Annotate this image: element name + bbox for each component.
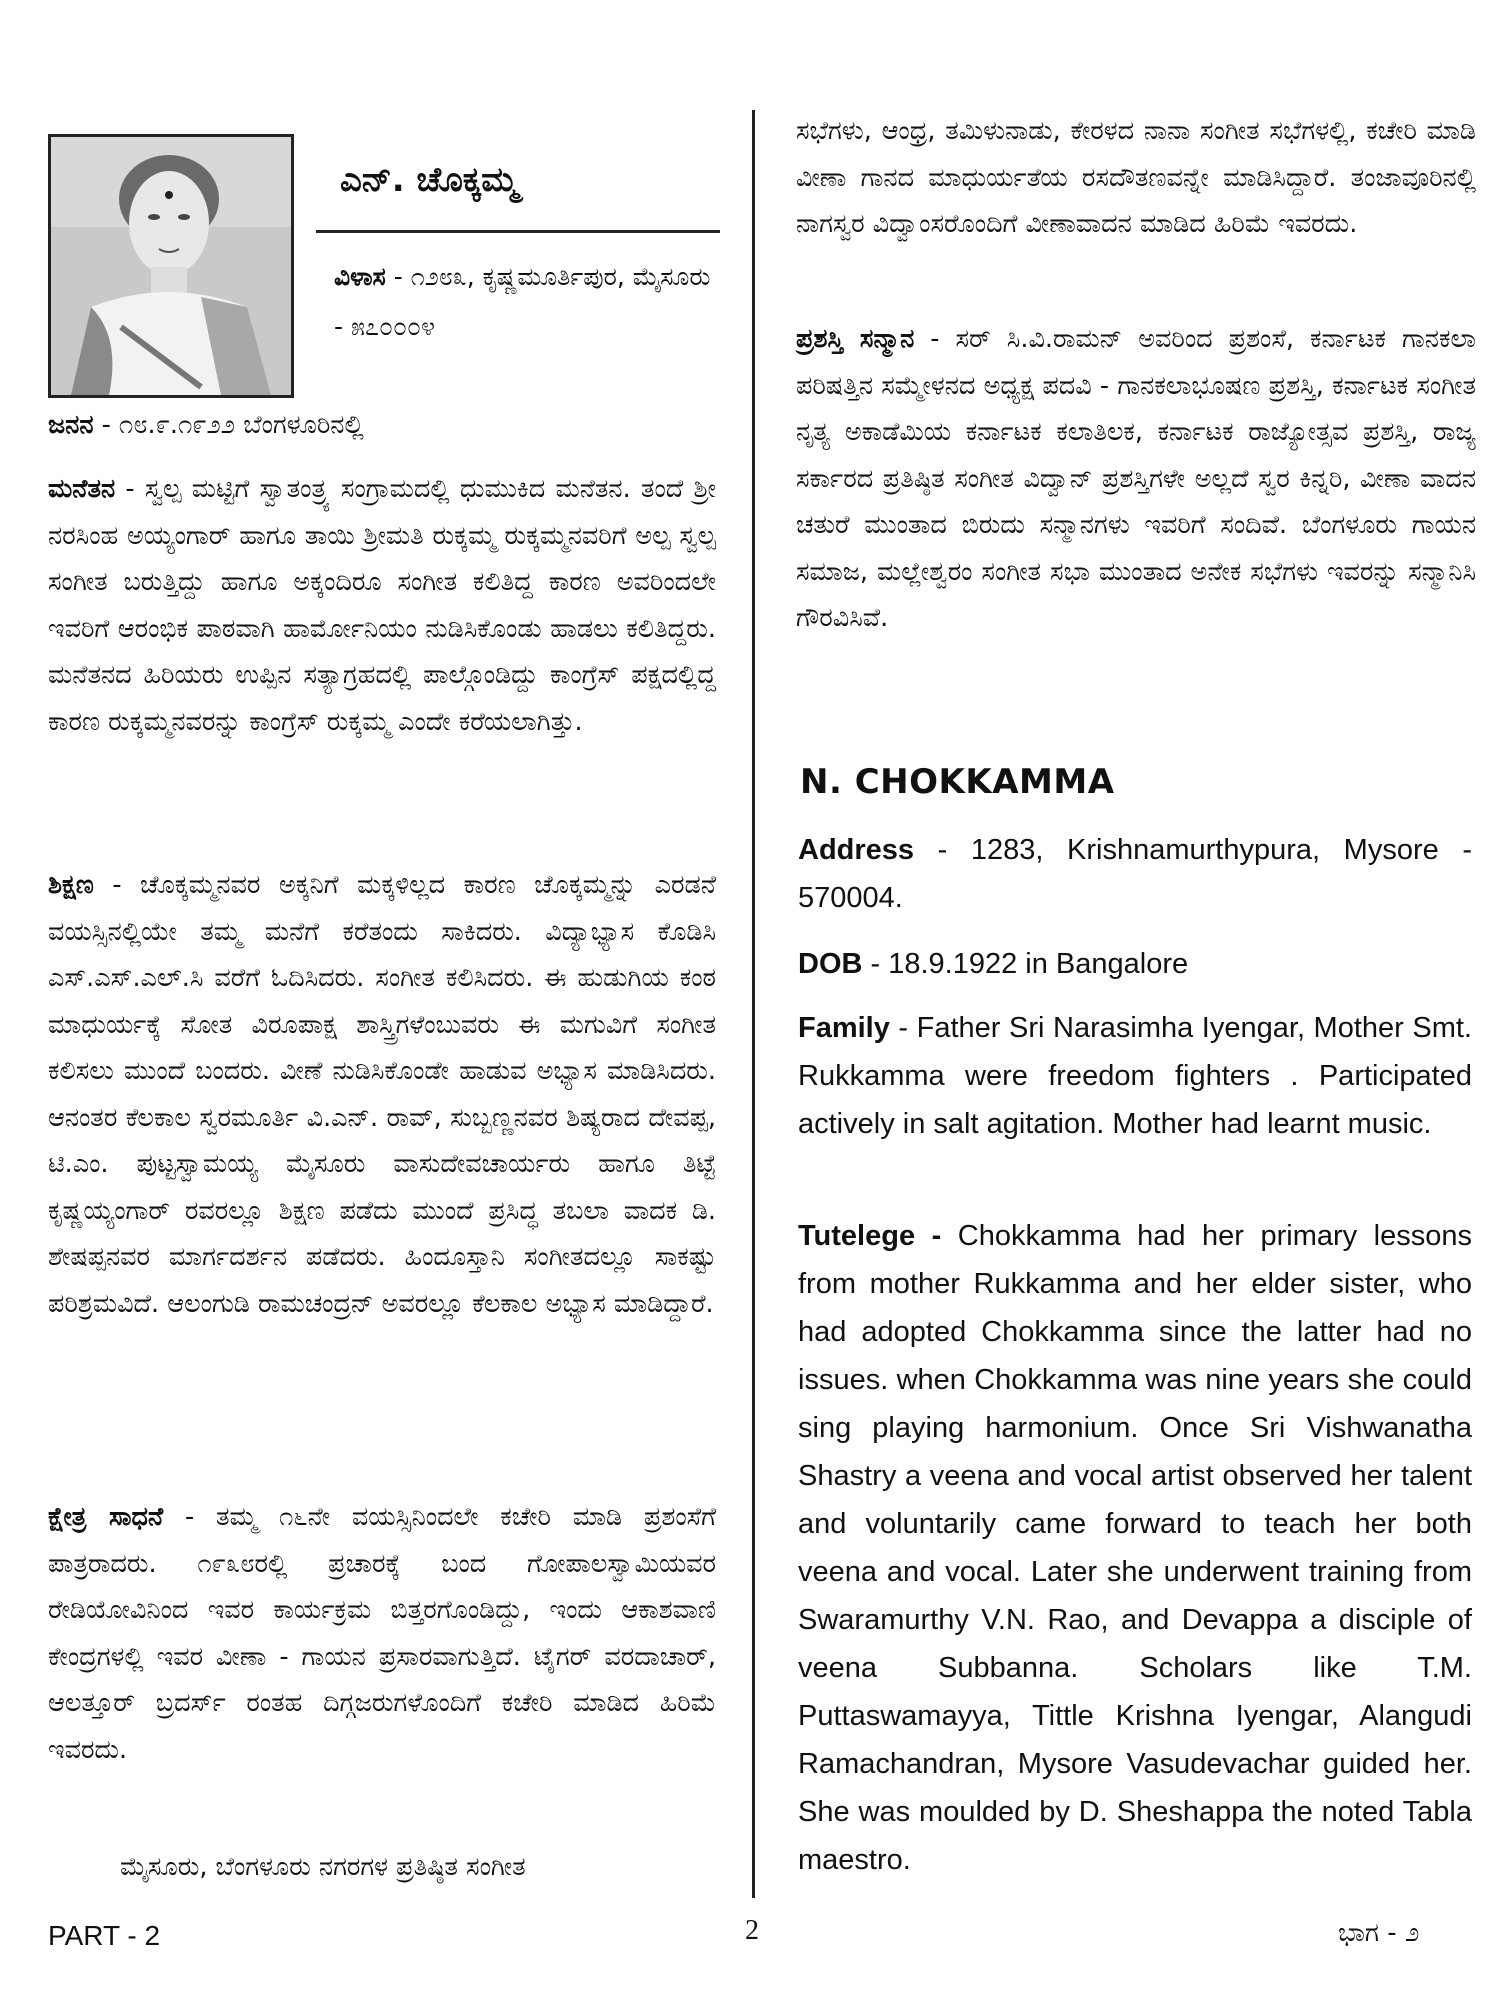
english-address — [798, 826, 1472, 922]
footer-part-label: PART - 2 — [48, 1920, 161, 1951]
name-underline — [316, 230, 720, 233]
kannada-birth-label: ಜನನ — [48, 410, 94, 440]
kannada-awards-section — [796, 316, 1476, 642]
kannada-education-section — [48, 862, 716, 1327]
kannada-field-text: - ತಮ್ಮ ೧೬ನೇ ವಯಸ್ಸಿನಿಂದಲೇ ಕಚೇರಿ ಮಾಡಿ ಪ್ರಶಂಸೆಗೆ ಪಾತ್ರರಾದರು. ೧೯೩೮ರಲ್ಲಿ ಪ್ರಚಾರಕ್ಕೆ ಬಂದ ಗೋಪಾಲಸ್ವಾಮಿಯವರ ರೇಡಿಯೋವಿನಿಂದ ಇವರ ಕಾರ್ಯಕ್ರಮ ಬಿತ್ತರಗೊಂಡಿದ್ದು, ಇಂದು ಆಕಾಶವಾಣಿ ಕೇಂದ್ರಗಳಲ್ಲಿ ಇವರ ವೀಣಾ - ಗಾಯನ ಪ್ರಸಾರವಾಗುತ್ತಿದೆ. ಟೈಗರ್ ವರದಾಚಾರ್, ಆಲತ್ತೂರ್ ಬ್ರದರ್ಸ್ ರಂತಹ ದಿಗ್ಗಜರುಗಳೊಂದಿಗೆ ಕಚೇರಿ ಮಾಡಿದ ಹಿರಿಮೆ ಇವರದು. — [48, 1502, 717, 1765]
english-family-label: Family — [798, 1012, 890, 1044]
english-address-label: Address — [798, 834, 915, 866]
portrait-photo — [48, 134, 294, 398]
kannada-name-heading: ಎನ್. ಚೊಕ್ಕಮ್ಮ — [340, 160, 519, 200]
kannada-birth-text: - ೧೮.೯.೧೯೨೨ ಬೆಂಗಳೂರಿನಲ್ಲಿ — [93, 410, 364, 440]
kannada-field-continuation: ಮೈಸೂರು, ಬೆಂಗಳೂರು ನಗರಗಳ ಪ್ರತಿಷ್ಠಿತ ಸಂಗೀತ — [120, 1852, 526, 1882]
kannada-field-section — [48, 1494, 716, 1773]
kannada-awards-label: ಪ್ರಶಸ್ತಿ ಸನ್ಮಾನ — [796, 324, 915, 354]
kannada-birth — [48, 402, 716, 449]
kannada-address-text: - ೧೨೮೩, ಕೃಷ್ಣಮೂರ್ತಿಪುರ, ಮೈಸೂರು - ೫೭೦೦೦೪ — [334, 262, 711, 341]
kannada-family-label: ಮನೆತನ — [48, 474, 116, 504]
kannada-family-section — [48, 466, 716, 745]
kannada-education-text: - ಚೊಕ್ಕಮ್ಮನವರ ಅಕ್ಕನಿಗೆ ಮಕ್ಕಳಿಲ್ಲದ ಕಾರಣ ಚೊಕ್ಕಮ್ಮನ್ನು ಎರಡನೆ ವಯಸ್ಸಿನಲ್ಲಿಯೇ ತಮ್ಮ ಮನೆಗೆ ಕರೆತಂದು ಸಾಕಿದರು. ವಿದ್ಯಾಭ್ಯಾಸ ಕೊಡಿಸಿ ಎಸ್.ಎಸ್.ಎಲ್.ಸಿ ವರೆಗೆ ಓದಿಸಿದರು. ಸಂಗೀತ ಕಲಿಸಿದರು. ಈ ಹುಡುಗಿಯ ಕಂಠ ಮಾಧುರ್ಯಕ್ಕೆ ಸೋತ ವಿರೂಪಾಕ್ಷ ಶಾಸ್ತ್ರಿಗಳೆಂಬುವರು ಈ ಮಗುವಿಗೆ ಸಂಗೀತ ಕಲಿಸಲು ಮುಂದೆ ಬಂದರು. ವೀಣೆ ನುಡಿಸಿಕೊಂಡೇ ಹಾಡುವ ಅಭ್ಯಾಸ ಮಾಡಿಸಿದರು. ಆನಂತರ ಕೆಲಕಾಲ ಸ್ವರಮೂರ್ತಿ ವಿ.ಎನ್. ರಾವ್, ಸುಬ್ಬಣ್ಣನವರ ಶಿಷ್ಯರಾದ ದೇವಪ್ಪ, ಟಿ.ಎಂ. ಪುಟ್ಟಸ್ವಾಮಯ್ಯ ಮೈಸೂರು ವಾಸುದೇವಚಾರ್ಯರು ಹಾಗೂ ತಿಟ್ಟೆ ಕೃಷ್ಣಯ್ಯಂಗಾರ್ ರವರಲ್ಲೂ ಶಿಕ್ಷಣ ಪಡೆದು ಮುಂದೆ ಪ್ರಸಿದ್ಧ ತಬಲಾ ವಾದಕ ಡಿ. ಶೇಷಪ್ಪನವರ ಮಾರ್ಗದರ್ಶನ ಪಡೆದರು. ಹಿಂದೂಸ್ತಾನಿ ಸಂಗೀತದಲ್ಲೂ ಸಾಕಷ್ಟು ಪರಿಶ್ರಮವಿದೆ. ಆಲಂಗುಡಿ ರಾಮಚಂದ್ರನ್ ಅವರಲ್ಲೂ ಕೆಲಕಾಲ ಅಭ್ಯಾಸ ಮಾಡಿದ್ದಾರೆ. — [48, 870, 716, 1319]
english-family-text: - Father Sri Narasimha Iyengar, Mother Smt. Rukkamma were freedom fighters . Participated actively in salt agitation. Mother had learnt music. — [798, 1012, 1472, 1140]
english-tutelege — [798, 1212, 1472, 1884]
english-title: N. CHOKKAMMA — [800, 762, 1115, 802]
english-dob-text: - 18.9.1922 in Bangalore — [862, 948, 1189, 980]
kannada-field-label: ಕ್ಷೇತ್ರ ಸಾಧನೆ — [48, 1502, 164, 1532]
english-dob — [798, 940, 1472, 988]
kannada-address — [334, 252, 724, 352]
kannada-education-label: ಶಿಕ್ಷಣ — [48, 870, 94, 900]
footer-part-label-kannada: ಭಾಗ - ೨ — [1338, 1918, 1420, 1948]
kannada-address-label: ವಿಳಾಸ — [334, 262, 386, 291]
kannada-family-text: - ಸ್ವಲ್ಪ ಮಟ್ಟಿಗೆ ಸ್ವಾತಂತ್ರ್ಯ ಸಂಗ್ರಾಮದಲ್ಲಿ ಧುಮುಕಿದ ಮನೆತನ. ತಂದೆ ಶ್ರೀ ನರಸಿಂಹ ಅಯ್ಯಂಗಾರ್ ಹಾಗೂ ತಾಯಿ ಶ್ರೀಮತಿ ರುಕ್ಕಮ್ಮ ರುಕ್ಕಮ್ಮನವರಿಗೆ ಅಲ್ಪ ಸ್ವಲ್ಪ ಸಂಗೀತ ಬರುತ್ತಿದ್ದು ಹಾಗೂ ಅಕ್ಕಂದಿರೂ ಸಂಗೀತ ಕಲಿತಿದ್ದ ಕಾರಣ ಅವರಿಂದಲೇ ಇವರಿಗೆ ಆರಂಭಿಕ ಪಾಠವಾಗಿ ಹಾರ್ಮೋನಿಯಂ ನುಡಿಸಿಕೊಂಡು ಹಾಡಲು ಕಲಿತಿದ್ದರು. ಮನೆತನದ ಹಿರಿಯರು ಉಪ್ಪಿನ ಸತ್ಯಾಗ್ರಹದಲ್ಲಿ ಪಾಲ್ಗೊಂಡಿದ್ದು ಕಾಂಗ್ರೆಸ್ ಪಕ್ಷದಲ್ಲಿದ್ದ ಕಾರಣ ರುಕ್ಕಮ್ಮನವರನ್ನು ಕಾಂಗ್ರೆಸ್ ರುಕ್ಕಮ್ಮ ಎಂದೇ ಕರೆಯಲಾಗಿತ್ತು. — [48, 474, 716, 737]
kannada-right-continuation: ಸಭೆಗಳು, ಆಂಧ್ರ, ತಮಿಳುನಾಡು, ಕೇರಳದ ನಾನಾ ಸಂಗೀತ ಸಭೆಗಳಲ್ಲಿ, ಕಚೇರಿ ಮಾಡಿ ವೀಣಾ ಗಾನದ ಮಾಧುರ್ಯತೆಯ ರಸದೌತಣವನ್ನೇ ಮಾಡಿಸಿದ್ದಾರೆ. ತಂಜಾವೂರಿನಲ್ಲಿ ನಾಗಸ್ವರ ವಿದ್ವಾಂಸರೊಂದಿಗೆ ವೀಣಾವಾದನ ಮಾಡಿದ ಹಿರಿಮೆ ಇವರದು. — [796, 116, 1476, 239]
column-divider — [752, 110, 755, 1898]
english-address-text: - 1283, Krishnamurthypura, Mysore - 570004. — [798, 834, 1472, 914]
kannada-awards-text: - ಸರ್ ಸಿ.ವಿ.ರಾಮನ್ ಅವರಿಂದ ಪ್ರಶಂಸೆ, ಕರ್ನಾಟಕ ಗಾನಕಲಾ ಪರಿಷತ್ತಿನ ಸಮ್ಮೇಳನದ ಅಧ್ಯಕ್ಷ ಪದವಿ - ಗಾನಕಲಾಭೂಷಣ ಪ್ರಶಸ್ತಿ, ಕರ್ನಾಟಕ ಸಂಗೀತ ನೃತ್ಯ ಅಕಾಡೆಮಿಯ ಕರ್ನಾಟಕ ಕಲಾತಿಲಕ, ಕರ್ನಾಟಕ ರಾಜ್ಯೋತ್ಸವ ಪ್ರಶಸ್ತಿ, ರಾಜ್ಯ ಸರ್ಕಾರದ ಪ್ರತಿಷ್ಠಿತ ಸಂಗೀತ ವಿದ್ವಾನ್ ಪ್ರಶಸ್ತಿಗಳೇ ಅಲ್ಲದೆ ಸ್ವರ ಕಿನ್ನರಿ, ವೀಣಾ ವಾದನ ಚತುರೆ ಮುಂತಾದ ಬಿರುದು ಸನ್ಮಾನಗಳು ಇವರಿಗೆ ಸಂದಿವೆ. ಬೆಂಗಳೂರು ಗಾಯನ ಸಮಾಜ, ಮಲ್ಲೇಶ್ವರಂ ಸಂಗೀತ ಸಭಾ ಮುಂತಾದ ಅನೇಕ ಸಭೆಗಳು ಇವರನ್ನು ಸನ್ಮಾನಿಸಿ ಗೌರವಿಸಿವೆ. — [796, 324, 1476, 633]
english-tutelege-label: Tutelege - — [798, 1220, 942, 1252]
footer-page-number: 2 — [745, 1915, 759, 1946]
english-dob-label: DOB — [798, 948, 863, 980]
english-family — [798, 1004, 1472, 1148]
english-tutelege-text: Chokkamma had her primary lessons from mother Rukkamma and her elder sister, who had adopted Chokkamma since the latter had no issues. when Chokkamma was nine years she could sing playing harmonium. Once Sri Vishwanatha Shastry a veena and vocal artist observed her talent and voluntarily came forward to teach her both veena and vocal. Later she underwent training from Swaramurthy V.N. Rao, and Devappa a disciple of veena Subbanna. Scholars like T.M. Puttaswamayya, Tittle Krishna Iyengar, Alangudi Ramachandran, Mysore Vasudevachar guided her. She was moulded by D. Sheshappa the noted Tabla maestro. — [798, 1220, 1472, 1876]
